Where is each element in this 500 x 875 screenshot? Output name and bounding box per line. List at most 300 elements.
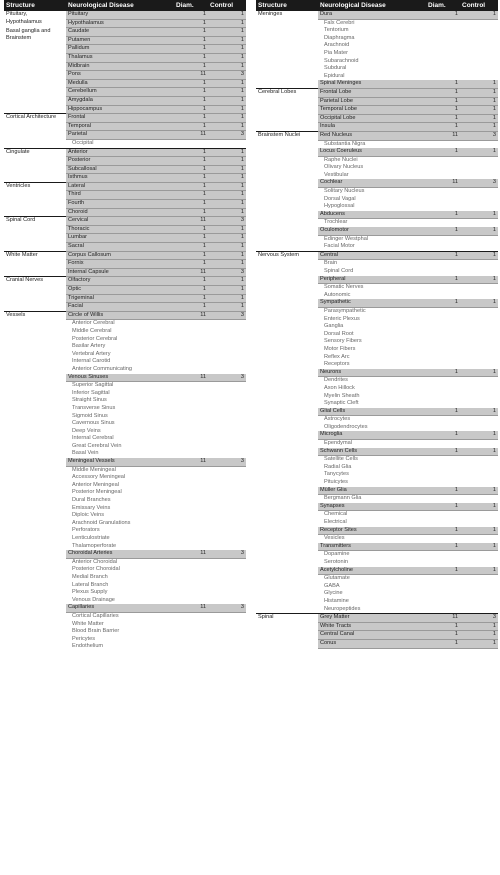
diam-value xyxy=(426,196,460,204)
group-label: Pituitary, Hypothalamus xyxy=(4,11,66,28)
row-name: Thalamoperforate xyxy=(72,542,117,549)
control-value: 1 xyxy=(208,174,246,183)
control-value: 1 xyxy=(208,225,246,234)
diam-value xyxy=(174,543,208,551)
row-name: Bergmann Glia xyxy=(324,495,362,502)
diam-value xyxy=(174,450,208,458)
control-value: 1 xyxy=(460,431,498,439)
diam-value xyxy=(426,27,460,35)
diam-value xyxy=(174,597,208,605)
row-name: Dorsal Vagal xyxy=(324,195,356,202)
control-value xyxy=(208,328,246,336)
diam-value xyxy=(426,338,460,346)
control-value: 1 xyxy=(460,97,498,106)
diam-value xyxy=(174,558,208,566)
diam-value xyxy=(174,582,208,590)
group-label: Brainstem Nuclei xyxy=(256,131,318,251)
table-body-right xyxy=(256,11,498,649)
row-name: Hippocampus xyxy=(66,105,174,114)
row-name: Plexus Supply xyxy=(72,589,108,596)
diam-value xyxy=(174,482,208,490)
control-value: 1 xyxy=(460,448,498,456)
row-name: Lateral xyxy=(66,182,174,191)
diam-value: 1 xyxy=(426,211,460,219)
diam-value: 1 xyxy=(174,11,208,20)
control-value xyxy=(208,405,246,413)
group-label: Basal ganglia and Brainstem xyxy=(6,27,51,42)
control-value: 1 xyxy=(208,79,246,88)
row-name: Subdural xyxy=(324,65,347,72)
table-row xyxy=(256,131,498,140)
row-name: Red Nucleus xyxy=(318,131,426,140)
row-name: Temporal xyxy=(66,122,174,131)
diam-value xyxy=(174,512,208,520)
control-value: 1 xyxy=(460,503,498,511)
diam-value xyxy=(426,598,460,606)
control-value: 3 xyxy=(208,268,246,277)
diam-value: 1 xyxy=(174,234,208,243)
control-value: 1 xyxy=(208,294,246,303)
diam-value xyxy=(426,590,460,598)
control-value xyxy=(460,416,498,424)
header-structure: Structure xyxy=(256,0,318,11)
row-name: Posterior xyxy=(66,157,174,166)
diam-value: 1 xyxy=(426,431,460,439)
control-value xyxy=(460,323,498,331)
diam-value xyxy=(426,535,460,543)
row-name: White Tracts xyxy=(318,622,426,631)
row-name: Choroid xyxy=(66,208,174,217)
diam-value: 1 xyxy=(174,243,208,252)
diam-value xyxy=(426,456,460,464)
control-value xyxy=(460,19,498,27)
row-name: Meningeal Vessels xyxy=(66,458,174,466)
control-value xyxy=(460,196,498,204)
control-value: 3 xyxy=(208,458,246,466)
row-name: Perforators xyxy=(72,527,100,534)
diam-value xyxy=(174,574,208,582)
row-name: Axon Hillock xyxy=(324,384,355,391)
diam-value: 1 xyxy=(426,80,460,88)
control-value xyxy=(460,73,498,81)
control-value xyxy=(460,188,498,196)
control-value xyxy=(460,551,498,559)
row-name: Hypothalamus xyxy=(66,19,174,28)
control-value xyxy=(208,512,246,520)
row-name: Parasympathetic xyxy=(324,307,366,314)
row-name: Straight Sinus xyxy=(72,397,107,404)
diam-value xyxy=(426,377,460,385)
control-value: 1 xyxy=(208,28,246,37)
row-name: Deep Veins xyxy=(72,427,101,434)
table-row xyxy=(4,311,246,320)
diam-value xyxy=(174,328,208,336)
table-body-left xyxy=(4,11,246,651)
control-value: 1 xyxy=(460,543,498,551)
control-value xyxy=(208,636,246,644)
control-value xyxy=(208,139,246,148)
diam-value xyxy=(426,511,460,519)
row-name: Diploic Veins xyxy=(72,512,105,519)
row-name: Choroidal Arteries xyxy=(66,550,174,558)
diam-value xyxy=(174,566,208,574)
row-name: Glutamate xyxy=(324,575,350,582)
row-name: Cochlear xyxy=(318,179,426,187)
diam-value: 1 xyxy=(174,303,208,312)
control-value xyxy=(460,203,498,211)
diam-value: 1 xyxy=(174,122,208,131)
diam-value: 11 xyxy=(174,550,208,558)
diam-value xyxy=(426,416,460,424)
row-name: Arachnoid Granulations xyxy=(72,519,131,526)
control-value: 3 xyxy=(208,604,246,612)
row-name: Myelin Sheath xyxy=(324,392,360,399)
row-name: Cavernous Sinus xyxy=(72,420,115,427)
row-name: Amygdala xyxy=(66,96,174,105)
control-value xyxy=(460,235,498,243)
control-value xyxy=(460,65,498,73)
row-name: Basilar Artery xyxy=(72,343,106,350)
row-name: Central xyxy=(318,251,426,260)
control-value: 1 xyxy=(208,11,246,20)
row-name: Sigmoid Sinus xyxy=(72,412,108,419)
diam-value: 11 xyxy=(174,71,208,80)
diam-value: 1 xyxy=(174,208,208,217)
control-value xyxy=(460,27,498,35)
row-name: Satellite Cells xyxy=(324,456,358,463)
structure-table-left xyxy=(4,0,246,651)
header-row xyxy=(4,0,246,11)
row-name: Anterior xyxy=(66,148,174,157)
diam-value: 11 xyxy=(174,604,208,612)
row-name: Oculomotor xyxy=(318,227,426,235)
control-value xyxy=(208,574,246,582)
table-row xyxy=(4,217,246,226)
group-label: Vessels xyxy=(4,311,66,651)
diam-value xyxy=(426,140,460,148)
diam-value: 1 xyxy=(426,227,460,235)
diam-value xyxy=(426,284,460,292)
control-value: 1 xyxy=(460,106,498,115)
row-name: Venous Drainage xyxy=(72,596,115,603)
row-name: Tentorium xyxy=(324,27,349,34)
control-value xyxy=(460,535,498,543)
diam-value: 1 xyxy=(426,527,460,535)
row-name: Caudate xyxy=(66,28,174,37)
row-name: Arachnoid xyxy=(324,42,350,49)
diam-value: 1 xyxy=(426,299,460,307)
header-control: Control xyxy=(208,0,246,11)
diam-value: 1 xyxy=(426,148,460,156)
control-value xyxy=(460,598,498,606)
control-value xyxy=(460,511,498,519)
control-value: 1 xyxy=(208,105,246,114)
row-name: Fourth xyxy=(66,200,174,209)
control-value: 1 xyxy=(460,11,498,20)
row-name: Enteric Plexus xyxy=(324,315,360,322)
row-name: White Matter xyxy=(72,620,104,627)
control-value: 1 xyxy=(208,148,246,157)
diam-value: 1 xyxy=(426,631,460,640)
control-value: 3 xyxy=(208,131,246,140)
row-name: Ganglia xyxy=(324,323,344,330)
diam-value xyxy=(426,219,460,227)
diam-value xyxy=(426,519,460,527)
control-value xyxy=(460,583,498,591)
row-name: Insula xyxy=(318,123,426,132)
row-name: Dendrites xyxy=(324,377,348,384)
table-row xyxy=(256,88,498,97)
control-value xyxy=(208,628,246,636)
row-name: Dura xyxy=(318,11,426,20)
row-name: Reflex Arc xyxy=(324,353,350,360)
control-value: 3 xyxy=(208,311,246,320)
control-value xyxy=(460,471,498,479)
diam-value xyxy=(426,203,460,211)
control-value xyxy=(460,338,498,346)
control-value: 1 xyxy=(208,62,246,71)
control-value xyxy=(208,543,246,551)
diam-value xyxy=(174,358,208,366)
diam-value: 1 xyxy=(174,225,208,234)
control-value xyxy=(208,497,246,505)
diam-value xyxy=(426,495,460,503)
row-name: Chemical xyxy=(324,511,348,518)
control-value: 3 xyxy=(208,71,246,80)
control-value xyxy=(460,393,498,401)
control-value: 1 xyxy=(460,114,498,123)
control-value xyxy=(460,361,498,369)
control-value xyxy=(208,527,246,535)
control-value xyxy=(460,400,498,408)
diam-value xyxy=(174,643,208,651)
diam-value: 1 xyxy=(174,53,208,62)
control-value xyxy=(460,519,498,527)
row-name: Sacral xyxy=(66,243,174,252)
diam-value xyxy=(174,443,208,451)
row-name: Ependymal xyxy=(324,440,352,447)
control-value xyxy=(460,440,498,448)
group-label: Cranial Nerves xyxy=(4,277,66,311)
row-name: Radial Glia xyxy=(324,463,352,470)
row-name: Astrocytes xyxy=(324,416,351,423)
row-name: Receptor Sites xyxy=(318,527,426,535)
control-value: 1 xyxy=(208,122,246,131)
row-name: Blood Brain Barrier xyxy=(72,628,120,635)
row-name: Anterior Meningeal xyxy=(72,481,119,488)
control-value: 1 xyxy=(208,243,246,252)
row-name: Synapses xyxy=(318,503,426,511)
table-left-column xyxy=(4,0,246,875)
diam-value: 1 xyxy=(174,277,208,286)
diam-value: 11 xyxy=(174,268,208,277)
diam-value: 1 xyxy=(174,36,208,45)
diam-value xyxy=(426,243,460,251)
control-value: 1 xyxy=(208,88,246,97)
row-name: Trigeminal xyxy=(66,294,174,303)
diam-value xyxy=(174,382,208,390)
diam-value xyxy=(174,466,208,474)
row-name: Edinger Westphal xyxy=(324,235,369,242)
control-value: 1 xyxy=(460,251,498,260)
header-row xyxy=(256,0,498,11)
row-name: Inferior Sagittal xyxy=(72,389,110,396)
diam-value xyxy=(174,428,208,436)
diam-value xyxy=(426,479,460,487)
control-value: 1 xyxy=(208,36,246,45)
diam-value xyxy=(426,385,460,393)
row-name: Circle of Willis xyxy=(66,311,174,320)
diam-value: 11 xyxy=(174,217,208,226)
control-value: 1 xyxy=(208,19,246,28)
control-value: 1 xyxy=(460,148,498,156)
table-row xyxy=(4,11,246,20)
row-name: Posterior Cerebral xyxy=(72,335,118,342)
diam-value: 1 xyxy=(426,11,460,20)
control-value xyxy=(460,479,498,487)
row-name: Vestibular xyxy=(324,171,349,178)
diam-value xyxy=(426,393,460,401)
diam-value xyxy=(174,520,208,528)
row-name: Electrical xyxy=(324,519,347,525)
row-name: Substantia Nigra xyxy=(324,140,366,147)
diam-value xyxy=(426,260,460,268)
row-name: Posterior Choroidal xyxy=(72,566,120,573)
row-name: Serotonin xyxy=(324,558,348,565)
row-name: Facial Motor xyxy=(324,243,355,250)
diam-value xyxy=(174,505,208,513)
control-value: 1 xyxy=(208,165,246,174)
diam-value xyxy=(174,636,208,644)
row-name: Peripheral xyxy=(318,276,426,284)
diam-value xyxy=(426,50,460,58)
row-name: Midbrain xyxy=(66,62,174,71)
row-name: Parietal xyxy=(66,131,174,140)
control-value: 1 xyxy=(460,527,498,535)
row-name: Neuropeptides xyxy=(324,605,361,612)
control-value: 3 xyxy=(460,614,498,623)
control-value: 1 xyxy=(460,276,498,284)
control-value xyxy=(460,42,498,50)
control-value xyxy=(460,307,498,315)
control-value: 1 xyxy=(460,408,498,416)
diam-value xyxy=(426,583,460,591)
row-name: Third xyxy=(66,191,174,200)
row-name: Thoracic xyxy=(66,225,174,234)
control-value: 1 xyxy=(460,631,498,640)
diam-value xyxy=(174,497,208,505)
control-value xyxy=(460,354,498,362)
diam-value: 1 xyxy=(174,174,208,183)
table-row xyxy=(4,28,246,37)
diam-value: 11 xyxy=(174,374,208,382)
control-value xyxy=(460,140,498,148)
diam-value xyxy=(174,139,208,148)
header-diam: Diam. xyxy=(174,0,208,11)
control-value: 1 xyxy=(460,88,498,97)
row-name: Venous Sinuses xyxy=(66,374,174,382)
diam-value xyxy=(174,397,208,405)
row-name: Middle Meningeal xyxy=(72,466,116,473)
row-name: Medial Branch xyxy=(72,573,108,580)
control-value xyxy=(460,219,498,227)
row-name: Putamen xyxy=(66,36,174,45)
control-value xyxy=(208,520,246,528)
control-value xyxy=(460,172,498,180)
row-name: Endothelium xyxy=(72,643,104,650)
diam-value: 1 xyxy=(174,260,208,269)
diam-value: 1 xyxy=(426,487,460,495)
diam-value: 1 xyxy=(174,28,208,37)
row-name: Abducens xyxy=(318,211,426,219)
row-name: Pituitary xyxy=(66,11,174,20)
diam-value xyxy=(426,58,460,66)
control-value: 1 xyxy=(460,567,498,575)
row-name: Glycine xyxy=(324,590,343,597)
diam-value xyxy=(174,390,208,398)
row-name: Lumbar xyxy=(66,234,174,243)
row-name: Epidural xyxy=(324,72,345,79)
diam-value: 1 xyxy=(174,200,208,209)
row-name: Cervical xyxy=(66,217,174,226)
control-value: 3 xyxy=(208,374,246,382)
header-disease: Neurological Disease xyxy=(318,0,426,11)
diam-value: 1 xyxy=(426,88,460,97)
diam-value: 1 xyxy=(426,369,460,377)
control-value xyxy=(460,331,498,339)
control-value xyxy=(460,590,498,598)
group-label: Meninges xyxy=(256,11,318,89)
diam-value: 1 xyxy=(174,157,208,166)
control-value xyxy=(460,464,498,472)
control-value xyxy=(460,346,498,354)
row-name: Falx Cerebri xyxy=(324,19,355,26)
row-name: Conus xyxy=(318,639,426,648)
control-value xyxy=(460,559,498,567)
control-value xyxy=(208,474,246,482)
diam-value: 1 xyxy=(174,114,208,123)
diam-value xyxy=(174,420,208,428)
header-control: Control xyxy=(460,0,498,11)
diam-value: 1 xyxy=(426,567,460,575)
row-name: Capillaries xyxy=(66,604,174,612)
diam-value xyxy=(426,307,460,315)
row-name: Vesicles xyxy=(324,535,345,542)
control-value xyxy=(208,489,246,497)
diam-value xyxy=(174,413,208,421)
diam-value: 1 xyxy=(174,88,208,97)
control-value xyxy=(208,582,246,590)
diam-value: 1 xyxy=(426,251,460,260)
table-row xyxy=(4,182,246,191)
diam-value: 1 xyxy=(426,276,460,284)
diam-value xyxy=(174,405,208,413)
diam-value xyxy=(426,268,460,276)
control-value xyxy=(460,377,498,385)
diam-value xyxy=(174,343,208,351)
diam-value: 1 xyxy=(174,62,208,71)
diam-value: 1 xyxy=(426,97,460,106)
diam-value: 1 xyxy=(426,408,460,416)
control-value: 1 xyxy=(460,487,498,495)
diam-value xyxy=(174,351,208,359)
row-name: Parietal Lobe xyxy=(318,97,426,106)
control-value xyxy=(460,495,498,503)
diam-value xyxy=(426,235,460,243)
control-value: 1 xyxy=(208,277,246,286)
diam-value xyxy=(426,323,460,331)
row-name: Synaptic Cleft xyxy=(324,400,359,407)
